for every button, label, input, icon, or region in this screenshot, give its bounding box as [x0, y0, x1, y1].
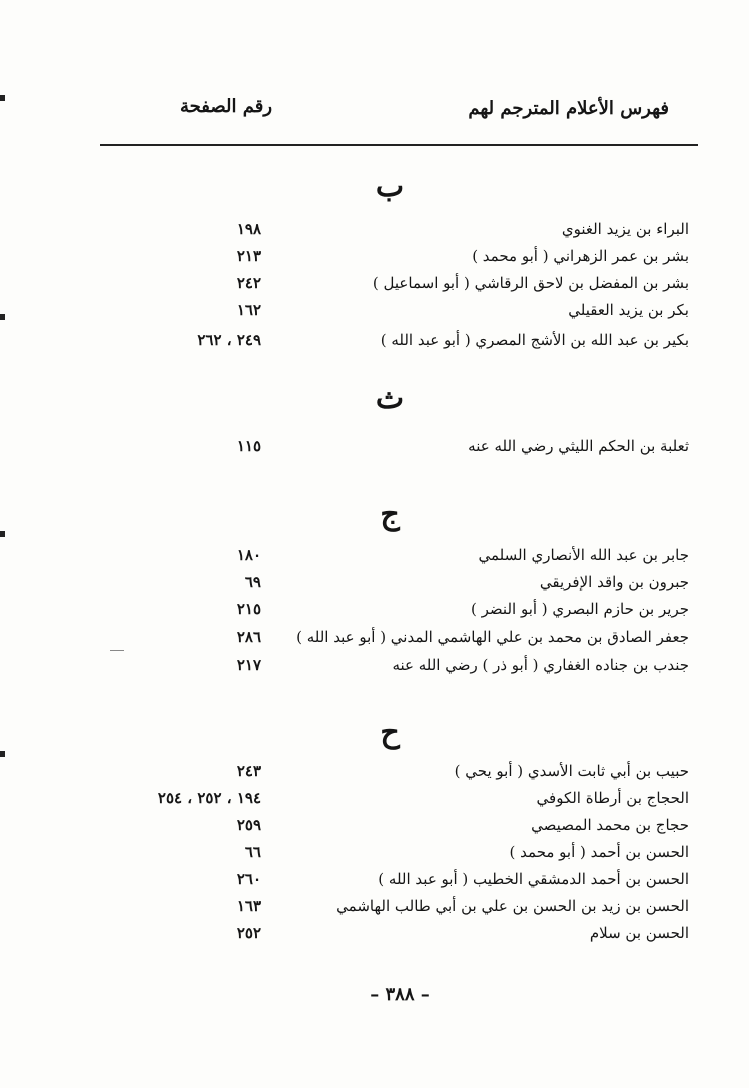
entry-pages: ٢٦٠: [236, 870, 261, 888]
index-entry: [0, 893, 749, 921]
index-entry: [0, 812, 749, 840]
index-entry: [0, 652, 749, 680]
index-entry: [0, 866, 749, 894]
section-letter-tha: ث: [375, 381, 405, 416]
entry-name: بكير بن عبد الله بن الأشج المصري ( أبو عبد الله ): [380, 331, 689, 349]
section-letter-ha: ح: [380, 715, 400, 750]
entry-name: جندب بن جناده الغفاري ( أبو ذر ) رضي الله عنه: [392, 656, 689, 674]
entry-pages: ١٨٠: [236, 546, 261, 564]
entry-name: الحسن بن أحمد الدمشقي الخطيب ( أبو عبد الله ): [378, 870, 689, 888]
entry-pages: ٢١٥: [236, 600, 261, 618]
entry-pages: ٢٥٢: [236, 924, 261, 942]
header-divider: [100, 144, 698, 146]
scan-margin-mark: [0, 314, 5, 320]
index-entry: [0, 297, 749, 325]
index-entry: [0, 243, 749, 271]
index-entry: [0, 433, 749, 461]
index-entry: [0, 569, 749, 597]
entry-name: الحسن بن زيد بن الحسن بن علي بن أبي طالب الهاشمي: [336, 897, 689, 915]
entry-name: بشر بن المفضل بن لاحق الرقاشي ( أبو اسماعيل ): [372, 274, 689, 292]
scan-smudge: [110, 650, 124, 651]
entry-pages: ٢١٧: [236, 656, 261, 674]
entry-name: الحجاج بن أرطاة الكوفي: [536, 789, 689, 807]
index-entry: [0, 758, 749, 786]
entry-name: الحسن بن سلام: [589, 924, 689, 942]
entry-pages: ٢١٣: [236, 247, 261, 265]
entry-pages: ١٩٤ ، ٢٥٢ ، ٢٥٤: [157, 789, 261, 807]
entry-name: جعفر الصادق بن محمد بن علي الهاشمي المدني ( أبو عبد الله ): [296, 628, 689, 646]
entry-name: حجاج بن محمد المصيصي: [531, 816, 689, 834]
entry-pages: ٢٤٢: [236, 274, 261, 292]
entry-pages: ٢٥٩: [236, 816, 261, 834]
entry-pages: ١٦٢: [236, 301, 261, 319]
entry-name: البراء بن يزيد الغنوي: [561, 220, 689, 238]
scan-margin-mark: [0, 751, 5, 757]
entry-pages: ٦٩: [244, 573, 261, 591]
page-number: – ٣٨٨ –: [370, 984, 430, 1005]
scan-margin-mark: [0, 531, 5, 537]
section-letter-jim: ج: [380, 497, 400, 532]
entry-name: جابر بن عبد الله الأنصاري السلمي: [478, 546, 689, 564]
entry-name: حبيب بن أبي ثابت الأسدي ( أبو يحي ): [454, 762, 689, 780]
index-entry: [0, 839, 749, 867]
entry-name: جبرون بن واقد الإفريقي: [539, 573, 689, 591]
page-column-label: رقم الصفحة: [180, 96, 273, 117]
entry-pages: ٢٨٦: [236, 628, 261, 646]
index-entry: [0, 216, 749, 244]
entry-name: ثعلبة بن الحكم الليثي رضي الله عنه: [468, 437, 689, 455]
entry-pages: ١٩٨: [236, 220, 261, 238]
index-title: فهرس الأعلام المترجم لهم: [468, 98, 669, 119]
entry-name: بشر بن عمر الزهراني ( أبو محمد ): [472, 247, 689, 265]
index-entry: [0, 270, 749, 298]
entry-pages: ١٦٣: [236, 897, 261, 915]
index-entry: [0, 596, 749, 624]
scan-margin-mark: [0, 95, 5, 101]
entry-pages: ٦٦: [244, 843, 261, 861]
section-letter-ba: ب: [375, 169, 405, 204]
entry-pages: ٢٤٣: [236, 762, 261, 780]
entry-name: جرير بن حازم البصري ( أبو النضر ): [471, 600, 689, 618]
index-entry: [0, 542, 749, 570]
entry-pages: ٢٤٩ ، ٢٦٢: [197, 331, 261, 349]
entry-name: الحسن بن أحمد ( أبو محمد ): [509, 843, 689, 861]
index-entry: [0, 327, 749, 355]
entry-name: بكر بن يزيد العقيلي: [568, 301, 689, 319]
index-entry: [0, 785, 749, 813]
index-entry: [0, 920, 749, 948]
entry-pages: ١١٥: [236, 437, 261, 455]
index-entry: [0, 624, 749, 652]
